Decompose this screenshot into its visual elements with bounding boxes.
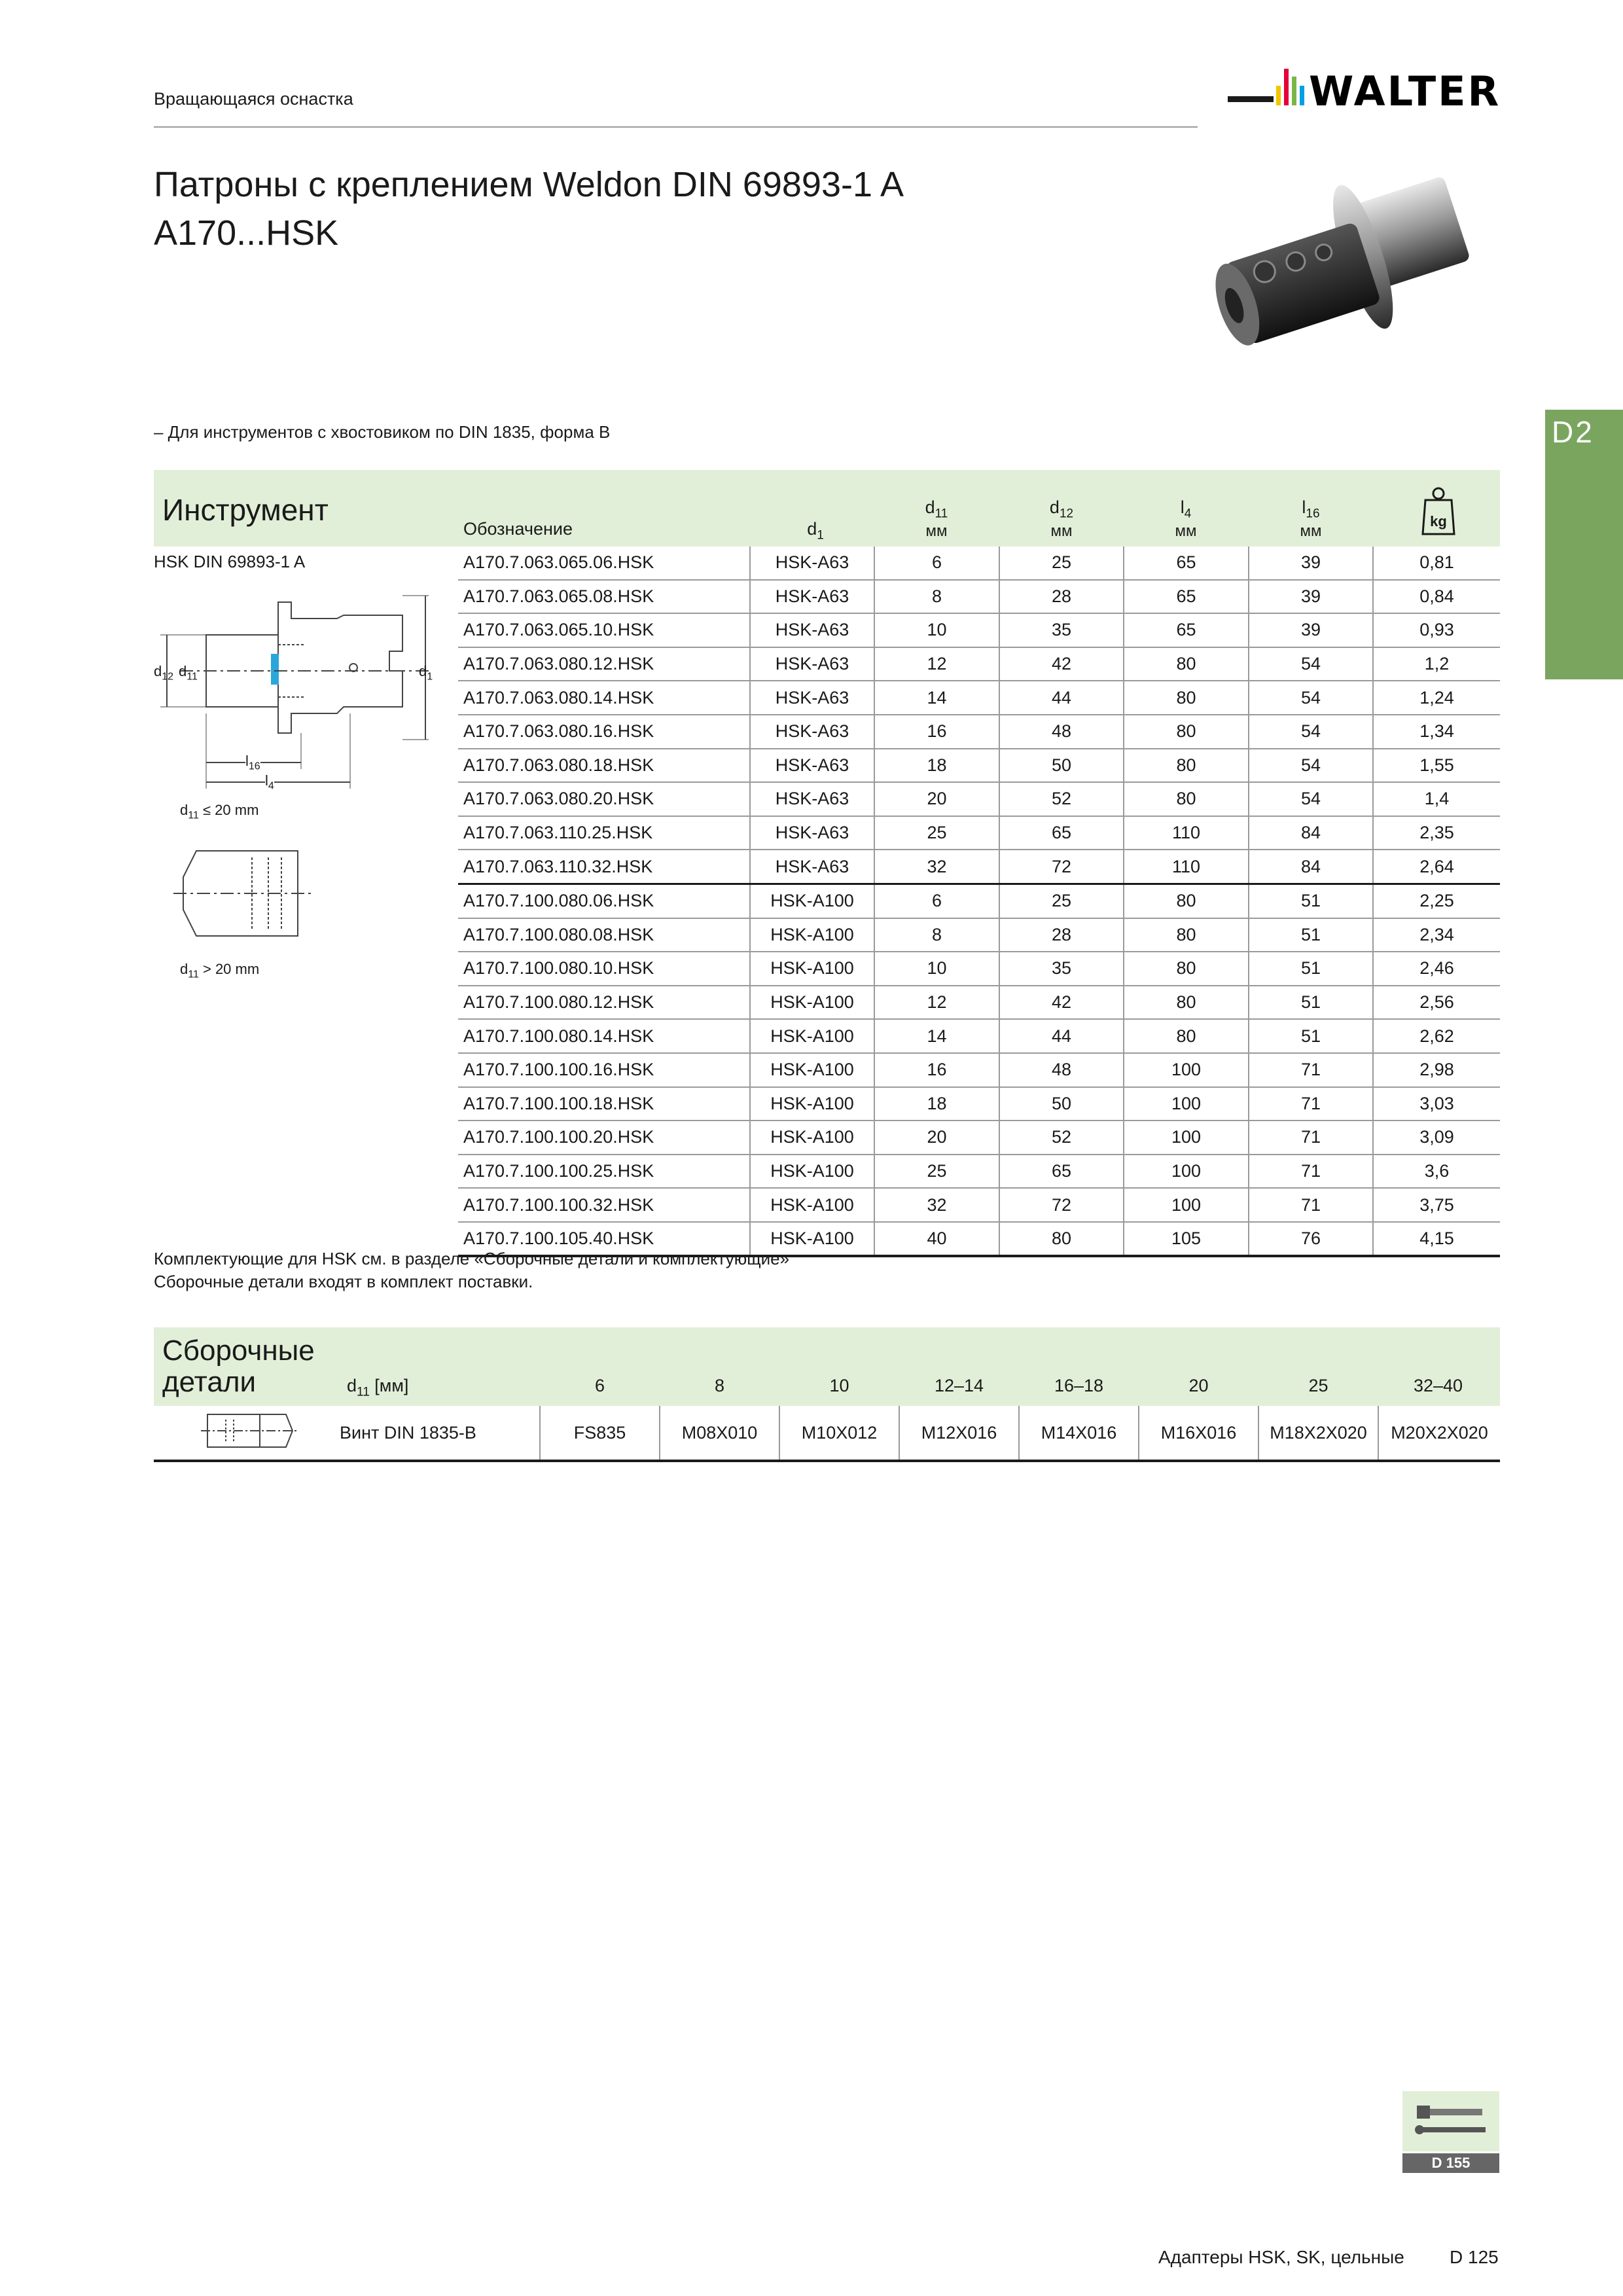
- cell-l16: 71: [1249, 1155, 1373, 1189]
- parts-size-header: 20: [1188, 1376, 1209, 1395]
- cell-designation: A170.7.063.080.16.HSK: [458, 715, 750, 749]
- cell-l16: 71: [1249, 1087, 1373, 1121]
- cell-d12: 35: [999, 613, 1124, 647]
- cell-l16: 84: [1249, 816, 1373, 850]
- cell-l4: 80: [1124, 986, 1249, 1020]
- cell-d12: 44: [999, 1019, 1124, 1053]
- cell-designation: A170.7.063.110.25.HSK: [458, 816, 750, 850]
- cell-d11: 18: [874, 1087, 999, 1121]
- cell-d12: 42: [999, 986, 1124, 1020]
- col-header-l4: $l_4$ мм: [1175, 497, 1197, 541]
- cell-l4: 80: [1124, 884, 1249, 918]
- parts-d11-label: $d_{11}$ [мм]: [347, 1376, 409, 1399]
- cell-weight: 3,03: [1373, 1087, 1500, 1121]
- cell-d12: 42: [999, 647, 1124, 681]
- cell-shank-type: HSK-A63: [750, 613, 874, 647]
- cell-l4: 105: [1124, 1222, 1249, 1257]
- cell-designation: A170.7.100.100.32.HSK: [458, 1188, 750, 1222]
- table-row: [458, 547, 1500, 580]
- cell-l4: 100: [1124, 1155, 1249, 1189]
- cell-d11: 6: [874, 884, 999, 918]
- title-line-2: A170...HSK: [154, 213, 339, 253]
- product-image: [1198, 147, 1505, 422]
- weight-kg-icon: [1420, 486, 1457, 538]
- cell-weight: 1,2: [1373, 647, 1500, 681]
- cell-l16: 51: [1249, 918, 1373, 952]
- walter-logo: [1228, 62, 1503, 121]
- page-title: [154, 160, 904, 257]
- diagram-label-l16: $l_{16}$: [245, 753, 260, 772]
- cell-d12: 52: [999, 1121, 1124, 1155]
- cell-weight: 2,25: [1373, 884, 1500, 918]
- table-row: [458, 1155, 1500, 1189]
- cell-weight: 2,56: [1373, 986, 1500, 1020]
- cell-designation: A170.7.100.080.12.HSK: [458, 986, 750, 1020]
- table-row: [458, 715, 1500, 749]
- reference-label: D 155: [1402, 2153, 1499, 2173]
- table-row: [458, 850, 1500, 884]
- cell-d11: 32: [874, 1188, 999, 1222]
- cell-l4: 110: [1124, 816, 1249, 850]
- cell-l4: 80: [1124, 952, 1249, 986]
- cell-d12: 48: [999, 715, 1124, 749]
- cell-designation: A170.7.100.100.18.HSK: [458, 1087, 750, 1121]
- cell-d11: 40: [874, 1222, 999, 1257]
- cell-designation: A170.7.100.080.06.HSK: [458, 884, 750, 918]
- cell-l16: 54: [1249, 782, 1373, 816]
- table-row: [458, 1087, 1500, 1121]
- hsk-standard-label: HSK DIN 69893-1 A: [154, 552, 306, 571]
- cell-shank-type: HSK-A63: [750, 681, 874, 715]
- cell-d12: 25: [999, 547, 1124, 580]
- reference-thumb: [1402, 2091, 1499, 2151]
- table-row: [458, 647, 1500, 681]
- cell-shank-type: HSK-A100: [750, 952, 874, 986]
- cell-d11: 6: [874, 547, 999, 580]
- cell-weight: 3,75: [1373, 1188, 1500, 1222]
- cell-d11: 12: [874, 647, 999, 681]
- parts-title-line-2: детали: [162, 1366, 257, 1398]
- cell-d11: 25: [874, 816, 999, 850]
- cell-designation: A170.7.063.065.06.HSK: [458, 547, 750, 580]
- cell-d11: 16: [874, 1053, 999, 1087]
- cell-d11: 8: [874, 580, 999, 614]
- cell-l16: 39: [1249, 580, 1373, 614]
- cell-shank-type: HSK-A63: [750, 715, 874, 749]
- cell-l16: 54: [1249, 647, 1373, 681]
- section-label: Вращающаяся оснастка: [154, 89, 353, 109]
- cell-shank-type: HSK-A63: [750, 816, 874, 850]
- cell-weight: 1,34: [1373, 715, 1500, 749]
- cell-shank-type: HSK-A63: [750, 749, 874, 783]
- cell-d12: 65: [999, 816, 1124, 850]
- cell-designation: A170.7.063.080.14.HSK: [458, 681, 750, 715]
- cell-shank-type: HSK-A63: [750, 547, 874, 580]
- cell-weight: 0,84: [1373, 580, 1500, 614]
- parts-title-line-1: Сборочные: [162, 1335, 315, 1367]
- diagram-condition-1: $d_{11} \le 20$ mm: [180, 802, 259, 821]
- parts-size-header: 6: [594, 1376, 605, 1395]
- parts-row-label: Винт DIN 1835-B: [340, 1406, 540, 1461]
- cell-designation: A170.7.100.080.14.HSK: [458, 1019, 750, 1053]
- cell-designation: A170.7.063.065.10.HSK: [458, 613, 750, 647]
- cell-l16: 54: [1249, 749, 1373, 783]
- cell-shank-type: HSK-A63: [750, 850, 874, 884]
- cell-l16: 39: [1249, 547, 1373, 580]
- table-row: [458, 952, 1500, 986]
- cell-l16: 71: [1249, 1188, 1373, 1222]
- cell-weight: 2,34: [1373, 918, 1500, 952]
- cell-l4: 65: [1124, 547, 1249, 580]
- cell-l4: 100: [1124, 1053, 1249, 1087]
- cell-shank-type: HSK-A100: [750, 1053, 874, 1087]
- table-row: [458, 918, 1500, 952]
- cell-l4: 80: [1124, 918, 1249, 952]
- cell-designation: A170.7.063.080.20.HSK: [458, 782, 750, 816]
- cell-l16: 54: [1249, 715, 1373, 749]
- cell-weight: 4,15: [1373, 1222, 1500, 1257]
- parts-size-header: 16–18: [1054, 1376, 1104, 1395]
- footer-chapter: Адаптеры HSK, SK, цельные: [1158, 2247, 1404, 2267]
- cell-l16: 51: [1249, 884, 1373, 918]
- table-row: [458, 749, 1500, 783]
- diagram-label-d11: $d_{11}$: [179, 663, 198, 683]
- col-header-d11: $d_{11}$ мм: [925, 497, 948, 541]
- cell-l4: 80: [1124, 647, 1249, 681]
- cell-l16: 51: [1249, 1019, 1373, 1053]
- logo-text: WALTER: [1309, 67, 1501, 115]
- cell-weight: 3,09: [1373, 1121, 1500, 1155]
- cell-l4: 80: [1124, 681, 1249, 715]
- cell-d12: 72: [999, 1188, 1124, 1222]
- cell-l4: 100: [1124, 1121, 1249, 1155]
- cell-l16: 84: [1249, 850, 1373, 884]
- cell-d12: 65: [999, 1155, 1124, 1189]
- cell-shank-type: HSK-A100: [750, 884, 874, 918]
- cell-d12: 72: [999, 850, 1124, 884]
- parts-value-cell: M12X016: [899, 1406, 1019, 1461]
- parts-value-cell: M16X016: [1139, 1406, 1258, 1461]
- cell-d12: 52: [999, 782, 1124, 816]
- cell-l4: 110: [1124, 850, 1249, 884]
- footnote-1: Комплектующие для HSK см. в разделе «Сборочные детали и комплектующие»: [154, 1249, 790, 1268]
- table-row: [458, 580, 1500, 614]
- cell-d12: 28: [999, 918, 1124, 952]
- cell-l4: 100: [1124, 1087, 1249, 1121]
- cell-d12: 44: [999, 681, 1124, 715]
- parts-value-cell: M08X010: [660, 1406, 779, 1461]
- page-number: D 125: [1450, 2247, 1499, 2267]
- parts-size-header: 10: [829, 1376, 849, 1395]
- cell-weight: 0,81: [1373, 547, 1500, 580]
- cell-d11: 25: [874, 1155, 999, 1189]
- diagram-label-d1: $d_1$: [419, 663, 433, 683]
- cell-shank-type: HSK-A100: [750, 1222, 874, 1257]
- col-header-d12: $d_{12}$ мм: [1049, 497, 1074, 541]
- cell-weight: 1,55: [1373, 749, 1500, 783]
- chapter-tab-label: D2: [1552, 415, 1594, 449]
- cell-weight: 1,24: [1373, 681, 1500, 715]
- cell-shank-type: HSK-A100: [750, 1188, 874, 1222]
- cell-d12: 48: [999, 1053, 1124, 1087]
- cell-l4: 65: [1124, 613, 1249, 647]
- chapter-tab: [1545, 410, 1623, 679]
- cell-designation: A170.7.100.100.25.HSK: [458, 1155, 750, 1189]
- parts-size-header: 12–14: [934, 1376, 984, 1395]
- cell-shank-type: HSK-A100: [750, 918, 874, 952]
- diagram-condition-2: $d_{11} > 20$ mm: [180, 961, 260, 980]
- table-row: [458, 1019, 1500, 1053]
- cell-l16: 51: [1249, 952, 1373, 986]
- table-row: [458, 681, 1500, 715]
- footnote-2: Сборочные детали входят в комплект поставки.: [154, 1272, 533, 1291]
- cell-designation: A170.7.100.080.08.HSK: [458, 918, 750, 952]
- cell-d12: 28: [999, 580, 1124, 614]
- col-header-designation: Обозначение: [463, 519, 573, 539]
- parts-section-title: [162, 1335, 315, 1398]
- table-row: [458, 613, 1500, 647]
- cell-shank-type: HSK-A63: [750, 580, 874, 614]
- cell-d11: 32: [874, 850, 999, 884]
- cell-d11: 10: [874, 952, 999, 986]
- bolt-icon: [1402, 2091, 1499, 2151]
- cell-designation: A170.7.063.065.08.HSK: [458, 580, 750, 614]
- table-row: [458, 1121, 1500, 1155]
- cell-weight: 1,4: [1373, 782, 1500, 816]
- cell-weight: 2,62: [1373, 1019, 1500, 1053]
- parts-size-header: 32–40: [1413, 1376, 1463, 1395]
- tool-section-title: Инструмент: [162, 493, 329, 527]
- cell-d11: 14: [874, 681, 999, 715]
- parts-table: [154, 1406, 1500, 1462]
- shank-note: – Для инструментов с хвостовиком по DIN 1835, форма B: [154, 422, 611, 442]
- cell-shank-type: HSK-A63: [750, 782, 874, 816]
- cell-d12: 80: [999, 1222, 1124, 1257]
- table-row: [458, 782, 1500, 816]
- cell-d11: 16: [874, 715, 999, 749]
- cell-d12: 35: [999, 952, 1124, 986]
- parts-value-cell: M18X2X020: [1258, 1406, 1378, 1461]
- parts-size-header: 25: [1308, 1376, 1329, 1395]
- cell-designation: A170.7.063.080.18.HSK: [458, 749, 750, 783]
- cell-d11: 14: [874, 1019, 999, 1053]
- tool-table-body: [458, 547, 1500, 1256]
- cell-d11: 20: [874, 1121, 999, 1155]
- cell-l16: 76: [1249, 1222, 1373, 1257]
- parts-value-cell: M10X012: [779, 1406, 899, 1461]
- cell-d11: 8: [874, 918, 999, 952]
- diagram-label-l4: $l_4$: [265, 772, 274, 792]
- table-row: [458, 816, 1500, 850]
- parts-row: [154, 1406, 1500, 1461]
- header-rule: [154, 126, 1198, 128]
- tool-table: [458, 547, 1500, 1257]
- cell-l16: 71: [1249, 1053, 1373, 1087]
- cell-d12: 50: [999, 1087, 1124, 1121]
- cell-designation: A170.7.100.080.10.HSK: [458, 952, 750, 986]
- col-header-d1: $d_1$: [807, 519, 824, 543]
- cell-shank-type: HSK-A100: [750, 1155, 874, 1189]
- cell-shank-type: HSK-A63: [750, 647, 874, 681]
- parts-size-header: 8: [714, 1376, 725, 1395]
- cell-weight: 3,6: [1373, 1155, 1500, 1189]
- screw-icon: [194, 1408, 299, 1454]
- cell-d11: 20: [874, 782, 999, 816]
- cell-l4: 80: [1124, 749, 1249, 783]
- cell-designation: A170.7.100.100.20.HSK: [458, 1121, 750, 1155]
- table-row: [458, 986, 1500, 1020]
- cell-l4: 80: [1124, 1019, 1249, 1053]
- cell-l16: 51: [1249, 986, 1373, 1020]
- cell-l4: 80: [1124, 782, 1249, 816]
- cell-l4: 80: [1124, 715, 1249, 749]
- cell-designation: A170.7.100.100.16.HSK: [458, 1053, 750, 1087]
- cell-weight: 2,46: [1373, 952, 1500, 986]
- table-row: [458, 1053, 1500, 1087]
- cell-shank-type: HSK-A100: [750, 986, 874, 1020]
- cell-shank-type: HSK-A100: [750, 1121, 874, 1155]
- diagram-label-d12: $d_{12}$: [154, 663, 174, 683]
- cell-weight: 0,93: [1373, 613, 1500, 647]
- cell-l16: 54: [1249, 681, 1373, 715]
- cell-d11: 10: [874, 613, 999, 647]
- parts-value-cell: FS835: [540, 1406, 660, 1461]
- table-row: [458, 884, 1500, 918]
- svg-text:kg: kg: [1430, 513, 1447, 529]
- screw-drawing-cell: [154, 1406, 340, 1461]
- cell-d11: 18: [874, 749, 999, 783]
- cell-designation: A170.7.100.105.40.HSK: [458, 1222, 750, 1257]
- reference-box[interactable]: [1402, 2091, 1499, 2173]
- cell-d12: 25: [999, 884, 1124, 918]
- technical-drawing: [154, 576, 442, 995]
- parts-value-cell: M20X2X020: [1378, 1406, 1500, 1461]
- cell-l16: 39: [1249, 613, 1373, 647]
- cell-d12: 50: [999, 749, 1124, 783]
- cell-weight: 2,64: [1373, 850, 1500, 884]
- cell-designation: A170.7.063.080.12.HSK: [458, 647, 750, 681]
- cell-d11: 12: [874, 986, 999, 1020]
- title-line-1: Патроны с креплением Weldon DIN 69893-1 A: [154, 165, 904, 204]
- table-row: [458, 1188, 1500, 1222]
- cell-designation: A170.7.063.110.32.HSK: [458, 850, 750, 884]
- cell-weight: 2,98: [1373, 1053, 1500, 1087]
- parts-value-cell: M14X016: [1019, 1406, 1139, 1461]
- cell-l16: 71: [1249, 1121, 1373, 1155]
- cell-l4: 65: [1124, 580, 1249, 614]
- cell-l4: 100: [1124, 1188, 1249, 1222]
- cell-weight: 2,35: [1373, 816, 1500, 850]
- cell-shank-type: HSK-A100: [750, 1019, 874, 1053]
- cell-shank-type: HSK-A100: [750, 1087, 874, 1121]
- col-header-l16: $l_{16}$ мм: [1300, 497, 1322, 541]
